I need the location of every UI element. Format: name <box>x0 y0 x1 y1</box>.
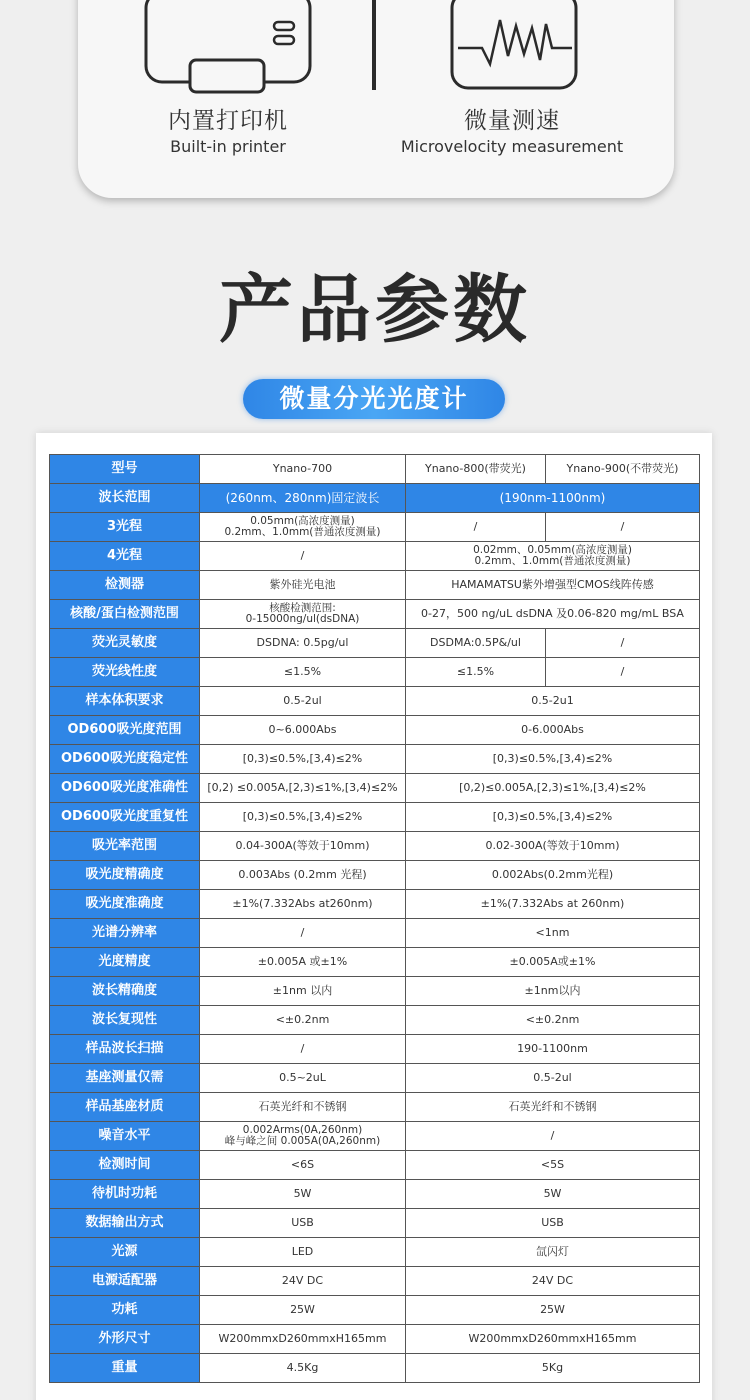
row-label: 核酸/蛋白检测范围 <box>50 600 200 629</box>
row-label: 吸光度精确度 <box>50 861 200 890</box>
cell-ynano-700: 0.5~2uL <box>200 1064 406 1093</box>
table-row <box>50 1151 700 1180</box>
table-row <box>50 1325 700 1354</box>
cell-ynano-700: (260nm、280nm)固定波长 <box>200 484 406 513</box>
table-row <box>50 1035 700 1064</box>
cell-ynano-800-900: 5W <box>406 1180 700 1209</box>
cell-ynano-800-900: <1nm <box>406 919 700 948</box>
feature-printer-title: 内置打印机 <box>168 108 288 134</box>
cell-ynano-700: <±0.2nm <box>200 1006 406 1035</box>
cell-ynano-700: ±1%(7.332Abs at260nm) <box>200 890 406 919</box>
table-row <box>50 513 700 542</box>
table-row <box>50 948 700 977</box>
cell-ynano-700: 0.003Abs (0.2mm 光程) <box>200 861 406 890</box>
row-label: 荧光线性度 <box>50 658 200 687</box>
cell-ynano-900: / <box>546 658 700 687</box>
cell-ynano-700: 0.5-2ul <box>200 687 406 716</box>
row-label: 荧光灵敏度 <box>50 629 200 658</box>
cell-ynano-800-900: 5Kg <box>406 1354 700 1383</box>
cell-ynano-700: 石英光纤和不锈钢 <box>200 1093 406 1122</box>
feature-microvelocity <box>378 106 646 158</box>
table-row <box>50 1209 700 1238</box>
row-label: 重量 <box>50 1354 200 1383</box>
row-label: 波长复现性 <box>50 1006 200 1035</box>
header-model-900: Ynano-900(不带荧光) <box>546 455 700 484</box>
page-title: 产品参数 <box>219 267 531 353</box>
table-row <box>50 832 700 861</box>
table-row <box>50 600 700 629</box>
cell-ynano-700: / <box>200 542 406 571</box>
row-label: 波长范围 <box>50 484 200 513</box>
cell-ynano-700: LED <box>200 1238 406 1267</box>
feature-printer <box>138 106 318 158</box>
cell-ynano-700: 0.05mm(高浓度测量) 0.2mm、1.0mm(普通浓度测量) <box>200 513 406 542</box>
feature-divider <box>372 0 376 90</box>
row-label: 光度精度 <box>50 948 200 977</box>
cell-ynano-800-900: 0-27，500 ng/uL dsDNA 及0.06-820 mg/mL BSA <box>406 600 700 629</box>
cell-ynano-800: ≤1.5% <box>406 658 546 687</box>
row-label: 样品基座材质 <box>50 1093 200 1122</box>
row-label: OD600吸光度稳定性 <box>50 745 200 774</box>
cell-ynano-800-900: 190-1100nm <box>406 1035 700 1064</box>
cell-ynano-700: 25W <box>200 1296 406 1325</box>
table-row <box>50 1064 700 1093</box>
header-model-800: Ynano-800(带荧光) <box>406 455 546 484</box>
cell-ynano-800-900: W200mmxD260mmxH165mm <box>406 1325 700 1354</box>
row-label: 吸光度准确度 <box>50 890 200 919</box>
table-row <box>50 1093 700 1122</box>
cell-ynano-800-900: 0.02mm、0.05mm(高浓度测量) 0.2mm、1.0mm(普通浓度测量) <box>406 542 700 571</box>
cell-ynano-800-900: 25W <box>406 1296 700 1325</box>
cell-ynano-900: / <box>546 629 700 658</box>
cell-ynano-700: DSDNA: 0.5pg/ul <box>200 629 406 658</box>
row-label: OD600吸光度范围 <box>50 716 200 745</box>
row-label: 光源 <box>50 1238 200 1267</box>
table-row <box>50 803 700 832</box>
cell-ynano-800: / <box>406 513 546 542</box>
table-row <box>50 919 700 948</box>
cell-ynano-800-900: [0,3)≤0.5%,[3,4)≤2% <box>406 745 700 774</box>
row-label: 噪音水平 <box>50 1122 200 1151</box>
cell-ynano-800-900: 0-6.000Abs <box>406 716 700 745</box>
row-label: 检测器 <box>50 571 200 600</box>
cell-ynano-800-900: ±1%(7.332Abs at 260nm) <box>406 890 700 919</box>
cell-ynano-700: 0~6.000Abs <box>200 716 406 745</box>
cell-ynano-800-900: 0.5-2ul <box>406 1064 700 1093</box>
cell-ynano-700: 0.002Arms(0A,260nm) 峰与峰之间 0.005A(0A,260nm) <box>200 1122 406 1151</box>
subtitle-pill: 微量分光光度计 <box>243 379 505 419</box>
table-row <box>50 658 700 687</box>
table-row <box>50 571 700 600</box>
cell-ynano-800-900: ±0.005A或±1% <box>406 948 700 977</box>
header-model-700: Ynano-700 <box>200 455 406 484</box>
cell-ynano-700: 5W <box>200 1180 406 1209</box>
row-label: 吸光率范围 <box>50 832 200 861</box>
row-label: 光谱分辨率 <box>50 919 200 948</box>
cell-ynano-800-900: <5S <box>406 1151 700 1180</box>
cell-ynano-700: 4.5Kg <box>200 1354 406 1383</box>
cell-ynano-800-900: <±0.2nm <box>406 1006 700 1035</box>
cell-ynano-700: USB <box>200 1209 406 1238</box>
table-row <box>50 716 700 745</box>
feature-printer-subtitle: Built-in printer <box>170 137 286 156</box>
cell-ynano-800-900: 24V DC <box>406 1267 700 1296</box>
cell-ynano-700: 核酸检测范围: 0-15000ng/ul(dsDNA) <box>200 600 406 629</box>
table-row <box>50 977 700 1006</box>
header-label: 型号 <box>50 455 200 484</box>
row-label: 数据输出方式 <box>50 1209 200 1238</box>
row-label: 样品波长扫描 <box>50 1035 200 1064</box>
cell-ynano-800-900: 0.5-2u1 <box>406 687 700 716</box>
cell-ynano-800-900: ±1nm以内 <box>406 977 700 1006</box>
table-row <box>50 1180 700 1209</box>
row-label: 待机时功耗 <box>50 1180 200 1209</box>
table-row <box>50 861 700 890</box>
cell-ynano-700: ≤1.5% <box>200 658 406 687</box>
cell-ynano-700: 紫外硅光电池 <box>200 571 406 600</box>
cell-ynano-700: ±0.005A 或±1% <box>200 948 406 977</box>
row-label: 基座测量仅需 <box>50 1064 200 1093</box>
row-label: OD600吸光度重复性 <box>50 803 200 832</box>
row-label: 外形尺寸 <box>50 1325 200 1354</box>
table-row <box>50 1006 700 1035</box>
row-label: 3光程 <box>50 513 200 542</box>
feature-microvelocity-subtitle: Microvelocity measurement <box>400 137 624 156</box>
cell-ynano-700: W200mmxD260mmxH165mm <box>200 1325 406 1354</box>
cell-ynano-800: DSDMA:0.5P&/ul <box>406 629 546 658</box>
row-label: 4光程 <box>50 542 200 571</box>
cell-ynano-700: [0,3)≤0.5%,[3,4)≤2% <box>200 803 406 832</box>
cell-ynano-700: ±1nm 以内 <box>200 977 406 1006</box>
cell-ynano-800-900: (190nm-1100nm) <box>406 484 700 513</box>
cell-ynano-800-900: [0,2)≤0.005A,[2,3)≤1%,[3,4)≤2% <box>406 774 700 803</box>
table-row <box>50 745 700 774</box>
table-row <box>50 890 700 919</box>
table-row <box>50 542 700 571</box>
row-label: 波长精确度 <box>50 977 200 1006</box>
cell-ynano-800-900: [0,3)≤0.5%,[3,4)≤2% <box>406 803 700 832</box>
printer-icon <box>138 0 314 108</box>
table-row <box>50 1296 700 1325</box>
table-row <box>50 774 700 803</box>
table-row <box>50 1238 700 1267</box>
cell-ynano-700: / <box>200 1035 406 1064</box>
cell-ynano-700: [0,2) ≤0.005A,[2,3)≤1%,[3,4)≤2% <box>200 774 406 803</box>
cell-ynano-800-900: / <box>406 1122 700 1151</box>
cell-ynano-800-900: 0.02-300A(等效于10mm) <box>406 832 700 861</box>
cell-ynano-800-900: 石英光纤和不锈钢 <box>406 1093 700 1122</box>
table-row <box>50 1122 700 1151</box>
cell-ynano-800-900: 氙闪灯 <box>406 1238 700 1267</box>
cell-ynano-800-900: HAMAMATSU紫外增强型CMOS线阵传感 <box>406 571 700 600</box>
cell-ynano-800-900: USB <box>406 1209 700 1238</box>
cell-ynano-700: <6S <box>200 1151 406 1180</box>
cell-ynano-800-900: 0.002Abs(0.2mm光程) <box>406 861 700 890</box>
cell-ynano-700: / <box>200 919 406 948</box>
table-header-row <box>50 455 700 484</box>
spec-table-card <box>36 433 712 1400</box>
feature-card <box>78 0 674 198</box>
feature-microvelocity-title: 微量测速 <box>464 108 560 134</box>
row-label: OD600吸光度准确性 <box>50 774 200 803</box>
row-label: 样本体积要求 <box>50 687 200 716</box>
row-label: 功耗 <box>50 1296 200 1325</box>
table-row <box>50 629 700 658</box>
cell-ynano-700: 0.04-300A(等效于10mm) <box>200 832 406 861</box>
cell-ynano-700: 24V DC <box>200 1267 406 1296</box>
table-row <box>50 484 700 513</box>
waveform-monitor-icon <box>448 0 580 94</box>
row-label: 电源适配器 <box>50 1267 200 1296</box>
table-row <box>50 687 700 716</box>
cell-ynano-700: [0,3)≤0.5%,[3,4)≤2% <box>200 745 406 774</box>
cell-ynano-900: / <box>546 513 700 542</box>
row-label: 检测时间 <box>50 1151 200 1180</box>
table-row <box>50 1354 700 1383</box>
table-row <box>50 1267 700 1296</box>
spec-table <box>49 454 700 1383</box>
